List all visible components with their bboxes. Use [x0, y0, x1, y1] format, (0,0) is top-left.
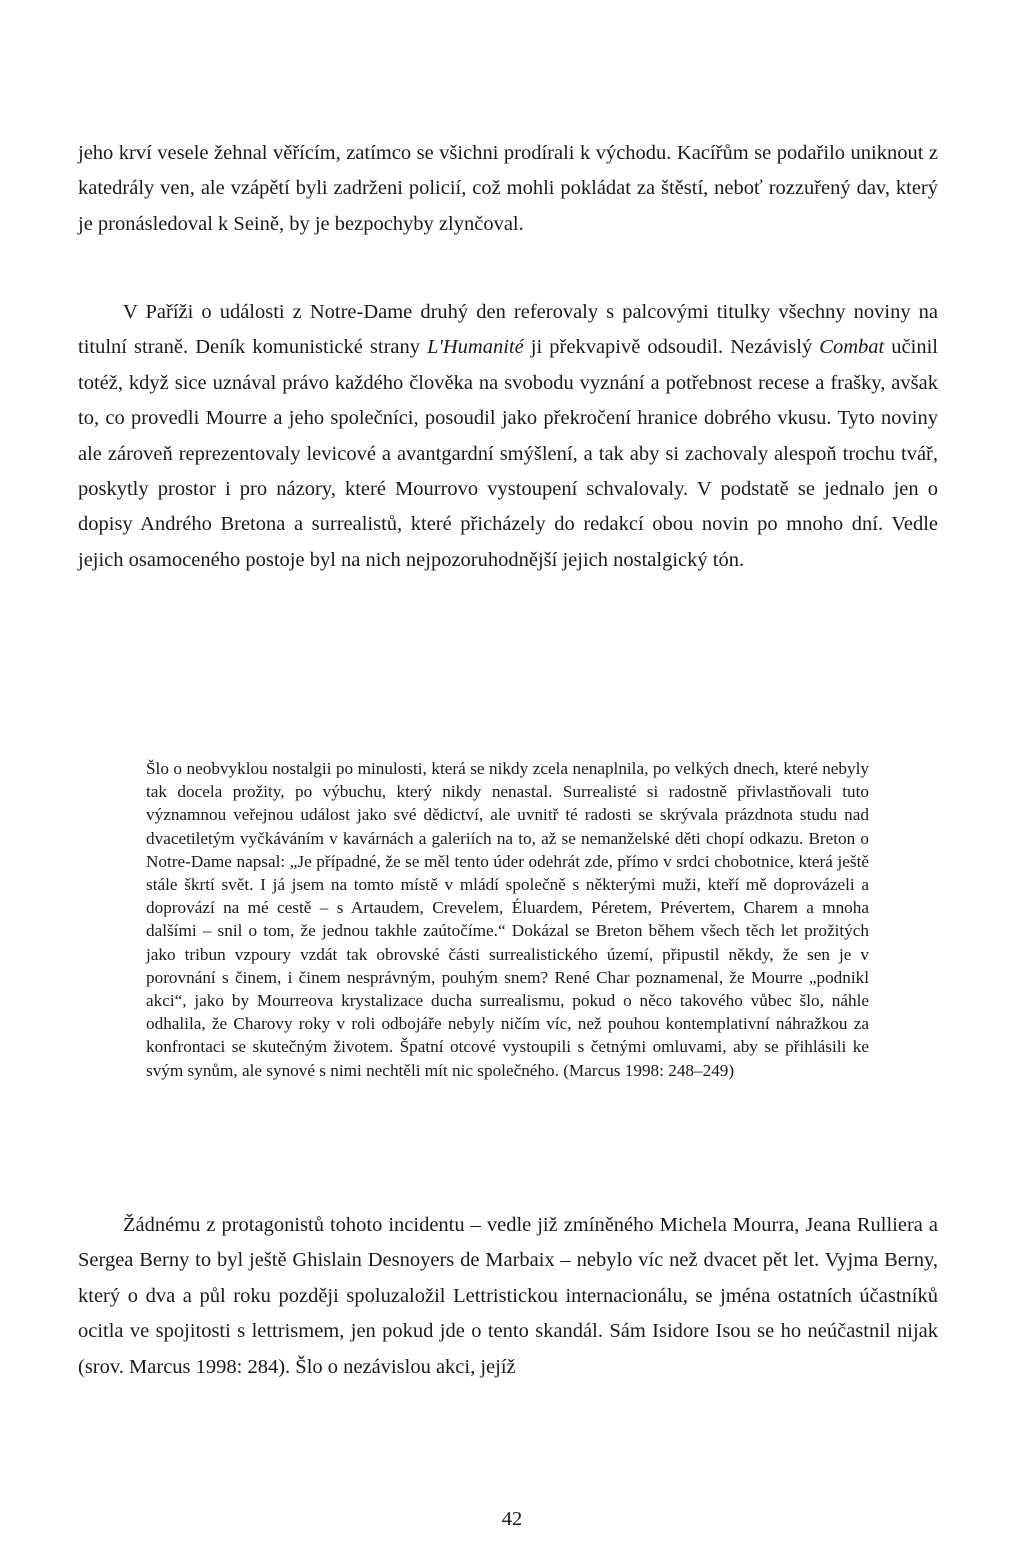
body-paragraph-newspapers — [78, 295, 938, 578]
block-quote-marcus: Šlo o neobvyklou nostalgii po minulosti, která se nikdy zcela nenaplnila, po velkých dnech, které nebyly tak docela prožity, po výbuchu, který nikdy nenastal. Surrealisté si radostně přivlastňovali tuto významnou veřejnou událost jako své dědictví, ale uvnitř té radosti se skrývala prázdnota studu nad dvacetiletým vyčkáváním v kavárnách a galeriích na to, až se nemanželské děti chopí odkazu. Breton o Notre-Dame napsal: „Je případné, že se měl tento úder odehrát zde, přímo v srdci chobotnice, která ještě stále škrtí svět. I já jsem na tomto místě v mládí společně s některými muži, kteří mě doprovázeli a doprovází na mé cestě – s Artaudem, Crevelem, Éluardem, Péretem, Prévertem, Charem a mnoha dalšími – snil o tom, že jednou takhle zaútočíme.“ Dokázal se Breton během všech těch let prožitých jako tribun vzpoury vzdát tak obrovské části surrealistického území, připustil někdy, že sen je v porovnání s činem, i činem nesprávným, pouhým snem? René Char poznamenal, že Mourre „podnikl akci“, jako by Mourreova krystalizace ducha surrealismu, pokud o něco takového vůbec šlo, náhle odhalila, že Charovy roky v roli odbojáře nebyly ničím víc, než pouhou kontemplativní náhražkou za konfrontaci se skutečným životem. Špatní otcové vystoupili s četnými omluvami, aby se přihlásili ke svým synům, ale synové s nimi nechtěli mít nic společného. (Marcus 1998: 248–249) — [146, 759, 869, 1080]
paragraph-text-segment: ji překvapivě odsoudil. Nezávislý — [523, 336, 820, 359]
newspaper-title-combat: Combat — [819, 336, 885, 359]
newspaper-title-humanite: L'Humanité — [427, 336, 524, 359]
body-paragraph-protagonists: Žádnému z protagonistů tohoto incidentu – vedle již zmíněného Michela Mourra, Jeana Rulliera a Sergea Berny to byl ještě Ghislain Desnoyers de Marbaix – nebylo víc než dvacet pět let. Vyjma Berny, který o dva a půl roku později spoluzaložil Lettristickou internacionálu, se jména ostatních účastníků ocitla ve spojitosti s lettrismem, jen pokud jde o tento skandál. Sám Isidore Isou se ho neúčastnil nijak (srov. Marcus 1998: 284). Šlo o nezávislou akci, jejíž — [78, 1214, 938, 1378]
body-paragraph-continuation: jeho krví vesele žehnal věřícím, zatímco se všichni prodírali k východu. Kacířům se podařilo uniknout z katedrály ven, ale vzápětí byli zadrženi policií, což mohli pokládat za štěstí, neboť rozzuřený dav, který je pronásledoval k Seině, by je bezpochyby zlynčoval. — [78, 142, 938, 235]
paragraph-text-segment: V Paříži o události z Notre-Dame druhý den referovaly s palcovými titulky všechny noviny na titulní straně. Deník komunistické strany — [78, 301, 938, 359]
paragraph-text-segment: učinil totéž, když sice uznával právo každého člověka na svobodu vyznání a potřebnost recese a frašky, avšak to, co provedli Mourre a jeho společníci, posoudil jako překročení hranice dobrého vkusu. Tyto noviny ale zároveň reprezentovaly levicové a avantgardní smýšlení, a tak aby si zachovaly alespoň trochu tvář, poskytly prostor i pro názory, které Mourrovo vystoupení schvalovaly. V podstatě se jednalo jen o dopisy Andrého Bretona a surrealistů, které přicházely do redakcí obou novin po mnoho dní. Vedle jejich osamoceného postoje byl na nich nejpozoruhodnější jejich nostalgický tón. — [78, 336, 938, 571]
page-number: 42 — [501, 1508, 523, 1530]
